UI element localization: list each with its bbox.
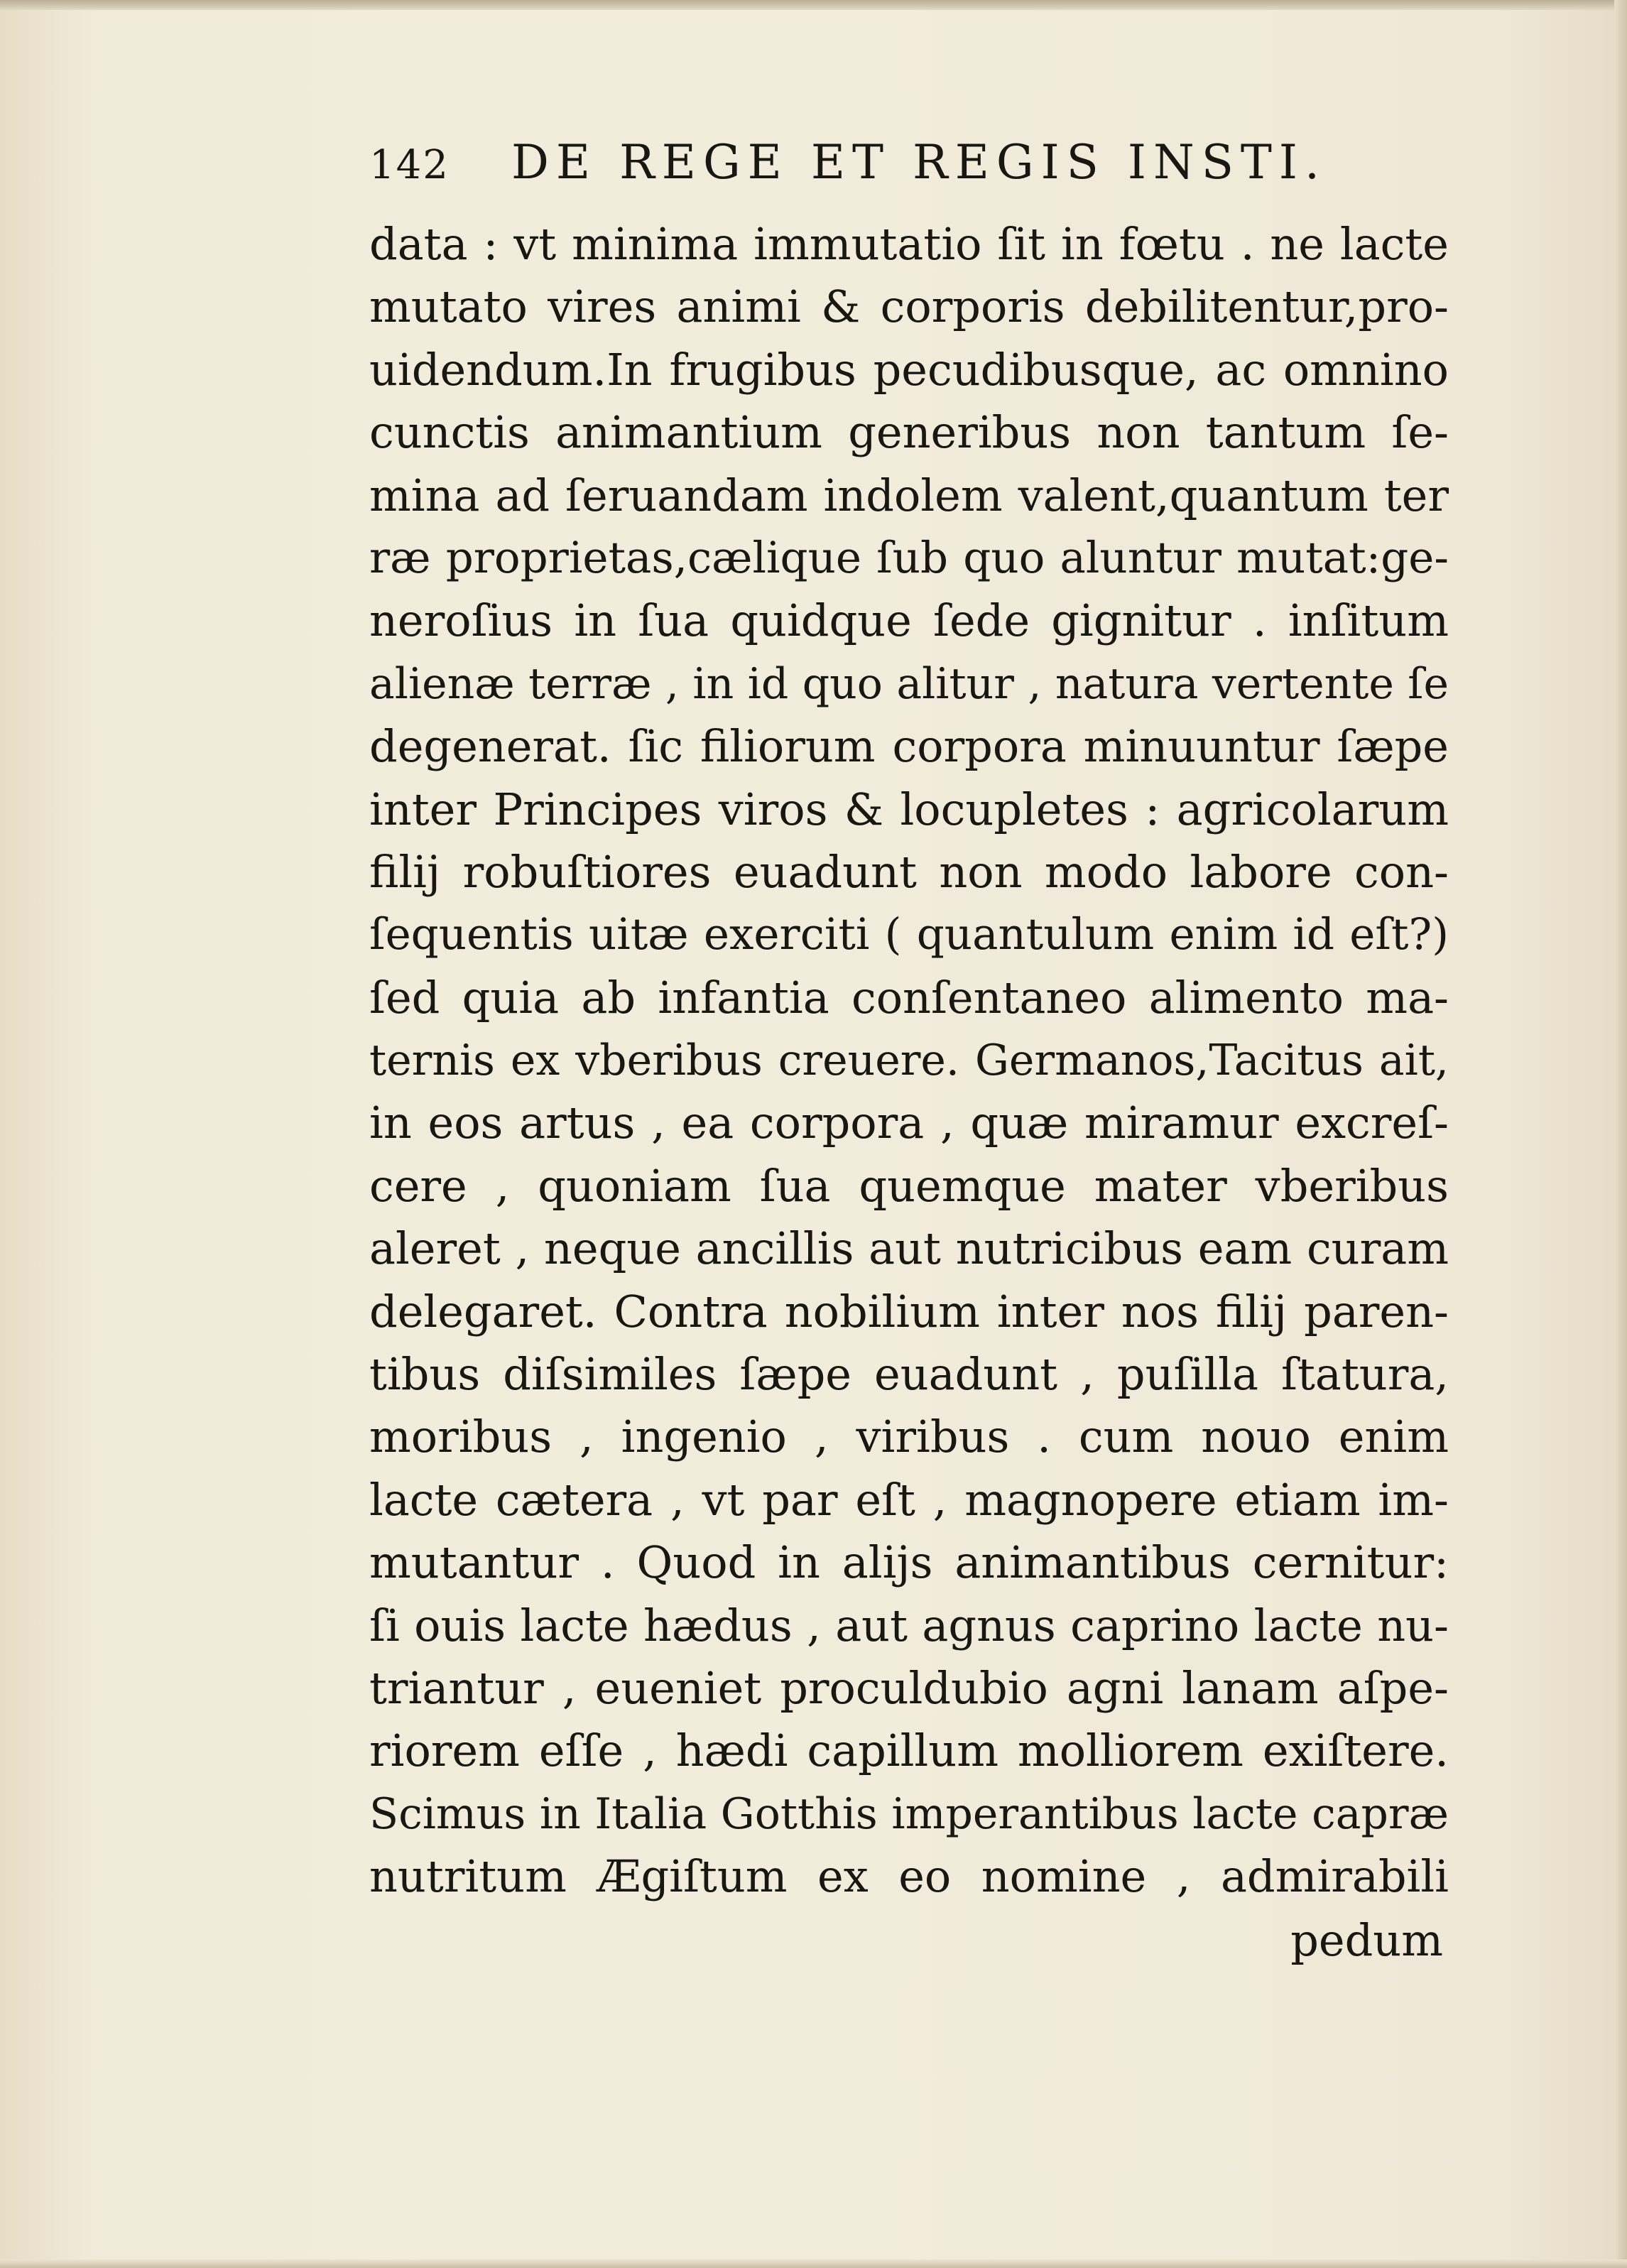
text-line: lacte cætera , vt par eſt , magnopere etiam im- — [369, 1473, 1449, 1526]
text-line: degenerat. ſic filiorum corpora minuuntur ſæpe — [369, 720, 1449, 773]
text-line: aleret , neque ancillis aut nutricibus eam curam — [369, 1222, 1449, 1275]
text-line: alienæ terræ , in id quo alitur , natura vertente ſe — [369, 658, 1449, 709]
text-line: mutato vires animi & corporis debilitentur,pro- — [369, 281, 1449, 333]
text-line: Scimus in Italia Gotthis imperantibus lacte capræ — [369, 1789, 1449, 1839]
text-line: cere , quoniam ſua quemque mater vberibus — [369, 1159, 1449, 1212]
text-line: ſequentis uitæ exerciti ( quantulum enim id eſt?) — [369, 909, 1449, 960]
text-line: nutritum Ægiſtum ex eo nomine , admirabili — [369, 1850, 1449, 1903]
text-block — [369, 135, 1449, 1973]
text-line: delegaret. Contra nobilium inter nos filij paren- — [369, 1285, 1449, 1338]
text-line: mina ad ſeruandam indolem valent,quantum ter — [369, 469, 1449, 521]
page-edge-top — [0, 0, 1627, 10]
text-line: inter Principes viros & locupletes : agricolarum — [369, 783, 1449, 835]
page-edge-right — [1614, 0, 1627, 2268]
text-line: in eos artus , ea corpora , quæ miramur excreſ- — [369, 1097, 1449, 1149]
text-line: ſi ouis lacte hædus , aut agnus caprino lacte nu- — [369, 1599, 1449, 1651]
text-line: uidendum.In frugibus pecudibusque, ac omnino — [369, 343, 1449, 396]
running-head-title: DE REGE ET REGIS INSTI. — [511, 135, 1327, 190]
running-head — [369, 135, 1449, 213]
text-line: mutantur . Quod in alijs animantibus cernitur: — [369, 1536, 1449, 1589]
text-line: riorem eſſe , hædi capillum molliorem exiſtere. — [369, 1725, 1449, 1777]
text-line: neroſius in ſua quidque ſede gignitur . inſitum — [369, 595, 1449, 647]
text-line: tibus diſsimiles ſæpe euadunt , puſilla ſtatura, — [369, 1348, 1449, 1401]
text-line: ternis ex vberibus creuere. Germanos,Tacitus ait, — [369, 1036, 1449, 1086]
page-edge-bottom — [0, 2259, 1627, 2268]
page-number: 142 — [369, 142, 450, 188]
text-line: ſed quia ab infantia conſentaneo alimento ma- — [369, 971, 1449, 1024]
body-text — [369, 213, 1449, 1909]
text-line: moribus , ingenio , viribus . cum nouo enim — [369, 1411, 1449, 1463]
text-line: data : vt minima immutatio ſit in fœtu . ne lacte — [369, 218, 1449, 270]
text-line: cunctis animantium generibus non tantum ſe- — [369, 406, 1449, 459]
text-line: triantur , eueniet proculdubio agni lanam aſpe- — [369, 1661, 1449, 1714]
catchword: pedum — [1290, 1914, 1443, 1966]
text-line: filij robuſtiores euadunt non modo labore con- — [369, 845, 1449, 898]
text-line: ræ proprietas,cælique ſub quo aluntur mutat:ge- — [369, 532, 1449, 583]
